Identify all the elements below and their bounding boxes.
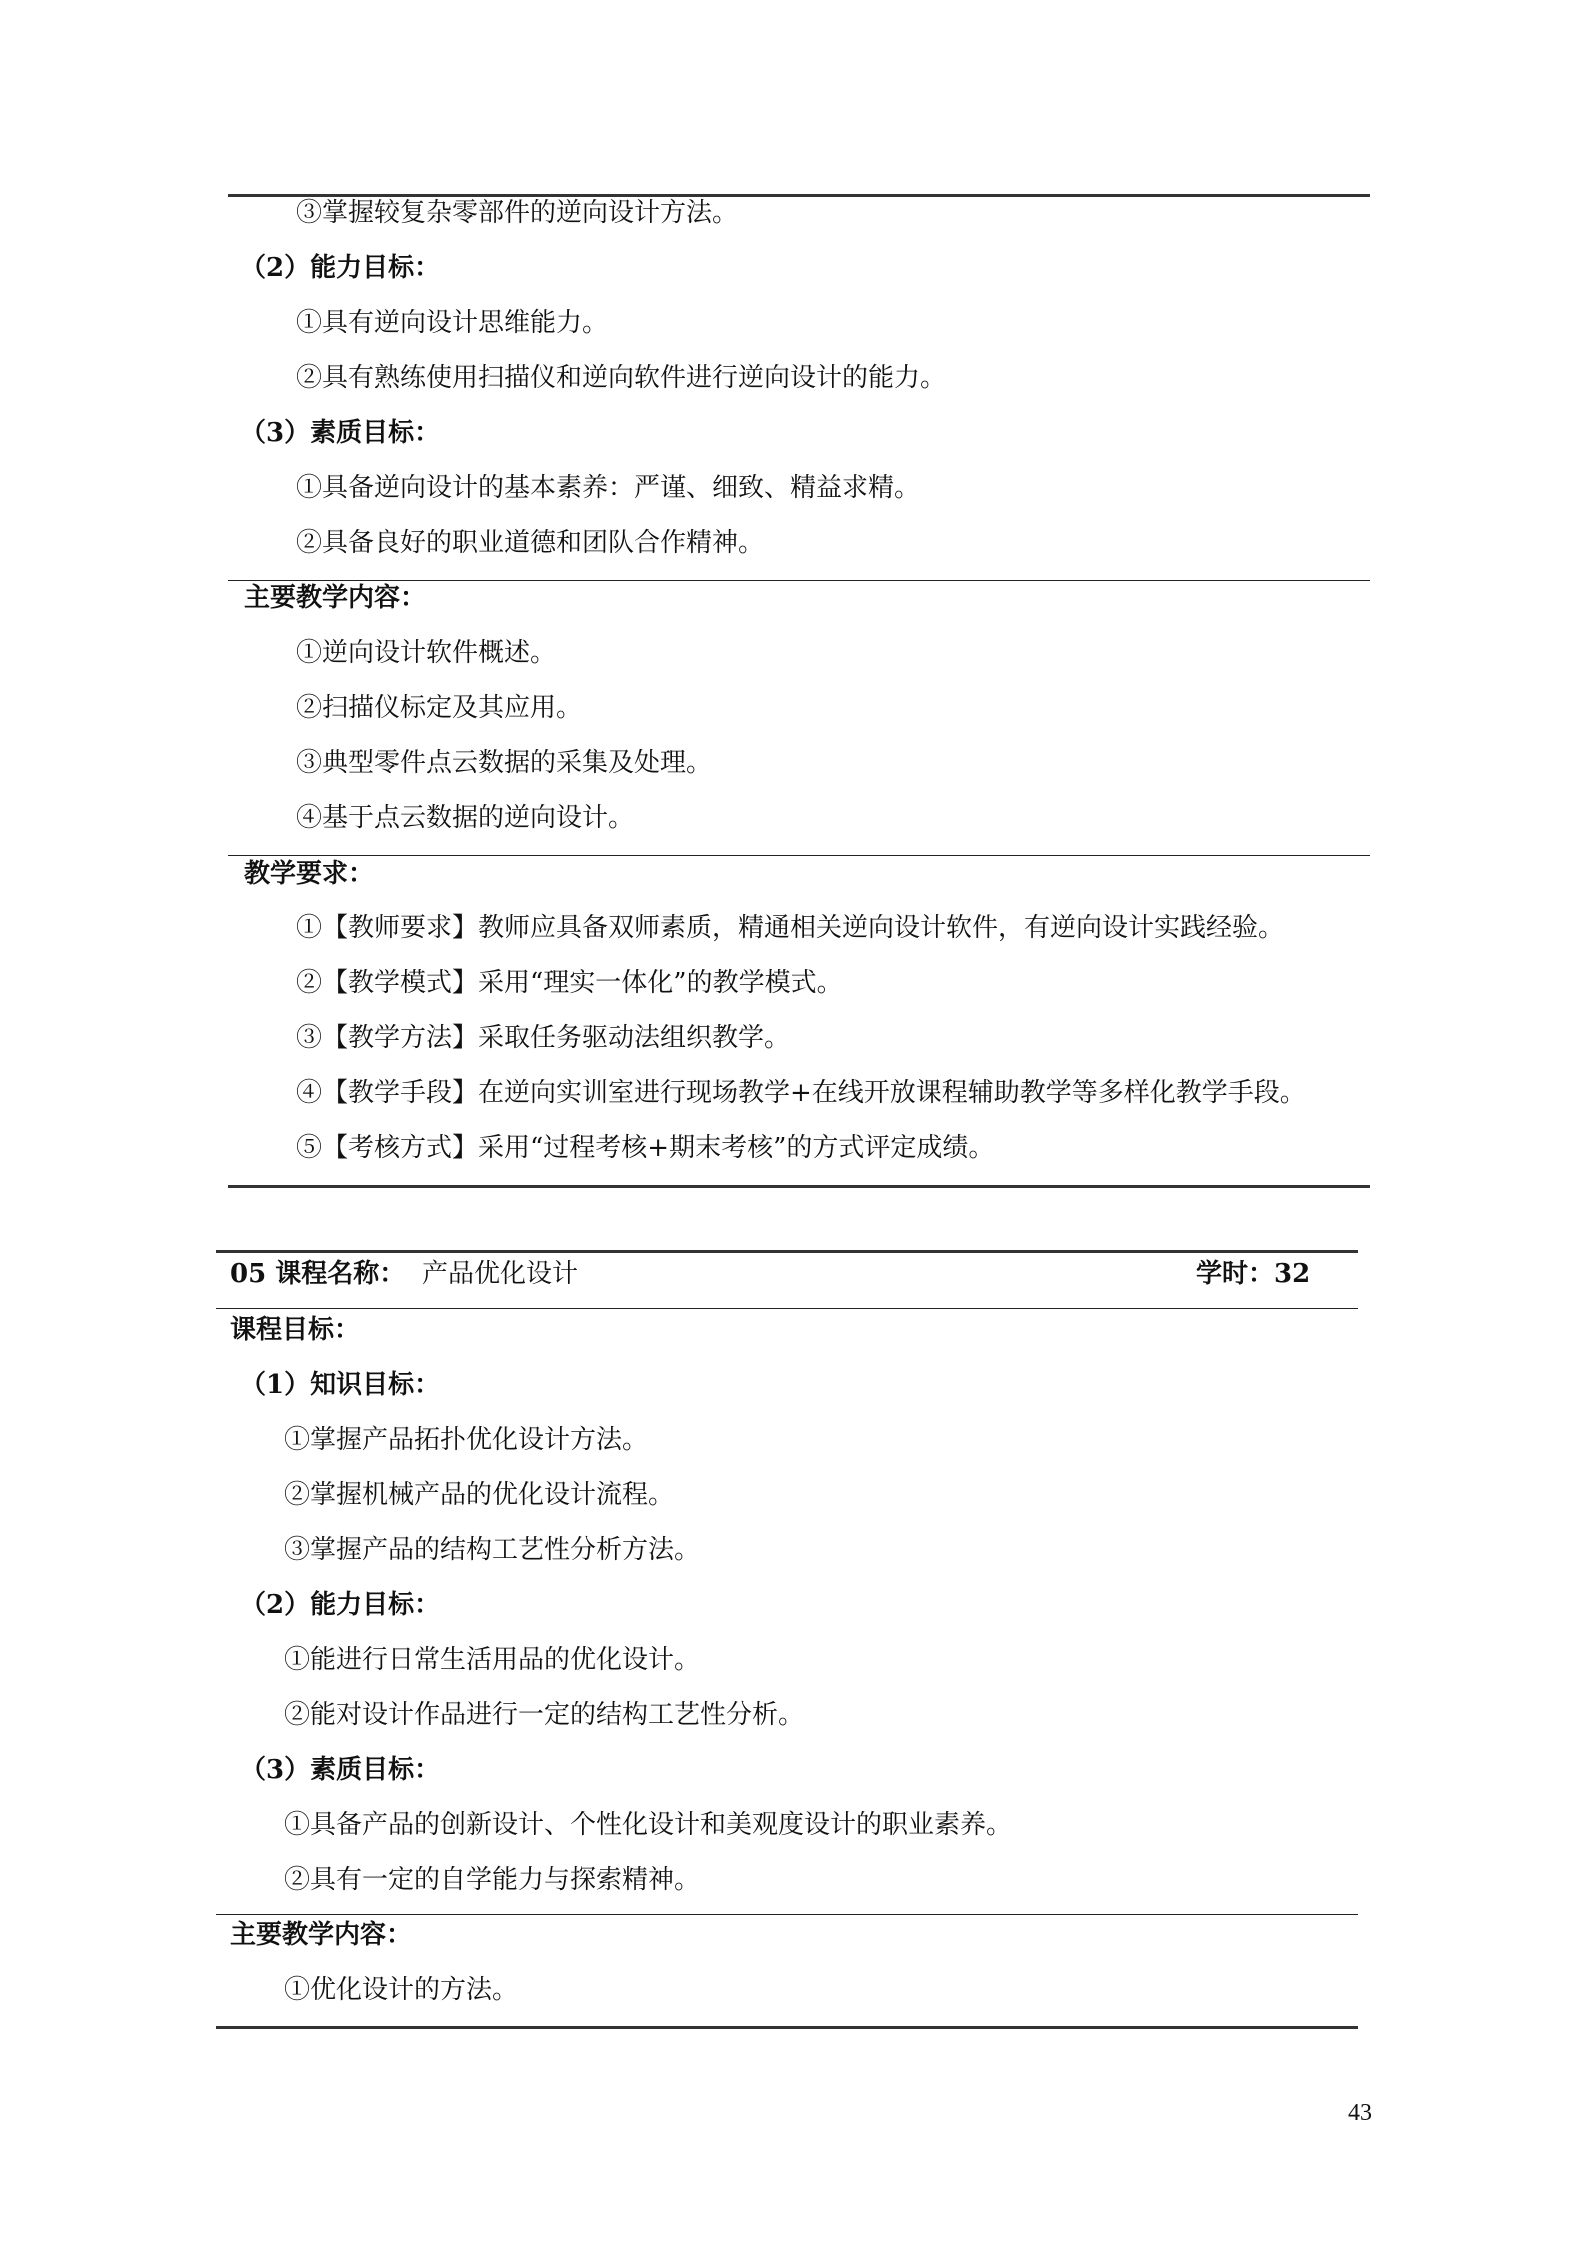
content-item: ②扫描仪标定及其应用。 (296, 693, 583, 723)
quality-heading: （3）素质目标： (240, 418, 441, 448)
ability-item: ①具有逆向设计思维能力。 (296, 308, 609, 338)
section-divider (216, 1914, 1358, 1915)
quality-item: ②具备良好的职业道德和团队合作精神。 (296, 528, 765, 558)
page-number: 43 (1348, 2100, 1372, 2126)
requirement-item: ⑤【考核方式】采用“过程考核+期末考核”的方式评定成绩。 (296, 1133, 995, 1163)
knowledge-heading: （1）知识目标： (240, 1370, 441, 1400)
content-heading: 主要教学内容： (230, 1920, 413, 1950)
requirements-heading: 教学要求： (244, 859, 375, 889)
table-top-border (216, 1250, 1358, 1253)
table-bottom-border (216, 2026, 1358, 2029)
section-divider (228, 855, 1370, 856)
course-hours: 学时：32 (1196, 1259, 1311, 1289)
knowledge-item: ③掌握产品的结构工艺性分析方法。 (284, 1535, 701, 1565)
knowledge-item: ①掌握产品拓扑优化设计方法。 (284, 1425, 649, 1455)
ability-item: ②能对设计作品进行一定的结构工艺性分析。 (284, 1700, 805, 1730)
quality-heading: （3）素质目标： (240, 1755, 441, 1785)
ability-item: ①能进行日常生活用品的优化设计。 (284, 1645, 701, 1675)
requirement-item: ③【教学方法】采取任务驱动法组织教学。 (296, 1023, 791, 1053)
quality-item: ①具备逆向设计的基本素养：严谨、细致、精益求精。 (296, 473, 921, 503)
content-item: ③典型零件点云数据的采集及处理。 (296, 748, 713, 778)
quality-item: ①具备产品的创新设计、个性化设计和美观度设计的职业素养。 (284, 1810, 1013, 1840)
ability-item: ②具有熟练使用扫描仪和逆向软件进行逆向设计的能力。 (296, 363, 947, 393)
ability-heading: （2）能力目标： (240, 253, 441, 283)
requirement-item: ①【教师要求】教师应具备双师素质，精通相关逆向设计软件，有逆向设计实践经验。 (296, 913, 1285, 943)
content-item: ①优化设计的方法。 (284, 1975, 519, 2005)
ability-heading: （2）能力目标： (240, 1590, 441, 1620)
content-item: ④基于点云数据的逆向设计。 (296, 803, 635, 833)
knowledge-item: ②掌握机械产品的优化设计流程。 (284, 1480, 675, 1510)
header-divider (216, 1308, 1358, 1309)
requirement-item: ②【教学模式】采用“理实一体化”的教学模式。 (296, 968, 843, 998)
requirement-item: ④【教学手段】在逆向实训室进行现场教学+在线开放课程辅助教学等多样化教学手段。 (296, 1078, 1306, 1108)
content-heading: 主要教学内容： (244, 583, 427, 613)
objectives-heading: 课程目标： (230, 1315, 361, 1345)
knowledge-item: ③掌握较复杂零部件的逆向设计方法。 (296, 198, 739, 228)
course-name: 产品优化设计 (422, 1259, 579, 1289)
course-number-label: 05 课程名称： (230, 1259, 406, 1289)
table-bottom-border (228, 1185, 1370, 1188)
content-item: ①逆向设计软件概述。 (296, 638, 557, 668)
quality-item: ②具有一定的自学能力与探索精神。 (284, 1865, 701, 1895)
